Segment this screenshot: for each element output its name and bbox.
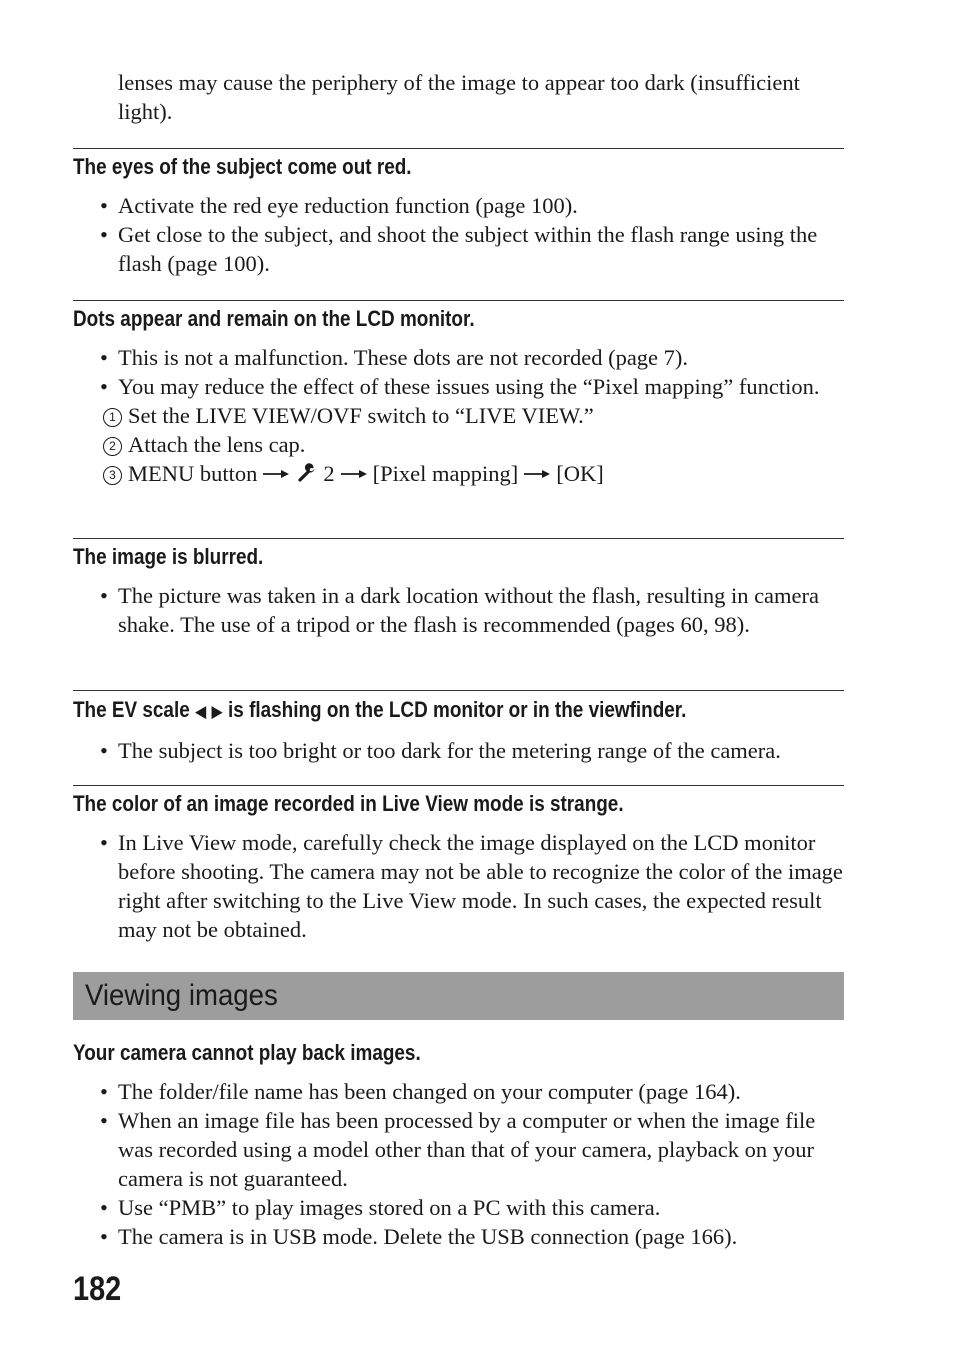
- banner-title: Viewing images: [85, 979, 278, 1012]
- step-number: 3: [103, 466, 122, 485]
- list-item: • The subject is too bright or too dark for the metering range of the camera.: [73, 736, 844, 765]
- list-item: • You may reduce the effect of these issues using the “Pixel mapping” function.: [73, 372, 844, 401]
- section-heading: [73, 696, 736, 726]
- triangle-left-icon: ◀: [195, 702, 207, 722]
- list-item: • The picture was taken in a dark location without the flash, resulting in camera shake. The use of a tripod or the flash is recommended (pages 60, 98).: [73, 581, 844, 639]
- step-item: [103, 401, 844, 430]
- section-heading: The image is blurred.: [73, 544, 264, 569]
- step-text: [OK]: [556, 461, 604, 486]
- step-text: [Pixel mapping]: [372, 461, 519, 486]
- step-number: 2: [103, 437, 122, 456]
- arrow-right-icon: [261, 468, 291, 480]
- step-list: [103, 401, 844, 488]
- section-heading: The eyes of the subject come out red.: [73, 154, 412, 179]
- bullet-list: [73, 191, 844, 278]
- heading-text: is flashing on the LCD monitor or in the viewfinder.: [228, 697, 687, 722]
- step-text: Set the LIVE VIEW/OVF switch to “LIVE VIEW.”: [128, 403, 594, 428]
- bullet-list: [73, 828, 844, 944]
- arrow-right-icon: [522, 468, 552, 480]
- section-banner: [73, 972, 844, 1020]
- step-text: Attach the lens cap.: [128, 432, 306, 457]
- list-item: • Use “PMB” to play images stored on a PC with this camera.: [73, 1193, 844, 1222]
- step-number: 1: [103, 408, 122, 427]
- heading-text: The EV scale: [73, 697, 190, 722]
- section-ev-scale: [73, 690, 844, 765]
- section-heading: Your camera cannot play back images.: [73, 1040, 421, 1065]
- section-heading: The color of an image recorded in Live View mode is strange.: [73, 791, 624, 816]
- section-red-eye: [73, 148, 844, 278]
- list-item: • This is not a malfunction. These dots are not recorded (page 7).: [73, 343, 844, 372]
- step-text: MENU button: [128, 461, 258, 486]
- list-item: • In Live View mode, carefully check the image displayed on the LCD monitor before shooting. The camera may not be able to recognize the color of the image right after switching to the Live View mode. In such cases, the expected result may not be obtained.: [73, 828, 844, 944]
- section-blurred: [73, 538, 844, 639]
- section-playback: [73, 1039, 844, 1251]
- bullet-list: [73, 581, 844, 639]
- section-heading: Dots appear and remain on the LCD monitor.: [73, 306, 475, 331]
- list-item: • When an image file has been processed by a computer or when the image file was recorded using a model other than that of your camera, playback on your camera is not guaranteed.: [73, 1106, 844, 1193]
- section-dots: [73, 300, 844, 488]
- arrow-right-icon: [339, 468, 369, 480]
- bullet-list: [73, 1077, 844, 1251]
- list-item: • Get close to the subject, and shoot the subject within the flash range using the flash (page 100).: [73, 220, 844, 278]
- page-number: 182: [73, 1270, 122, 1308]
- list-item: • Activate the red eye reduction function (page 100).: [73, 191, 844, 220]
- continued-paragraph: lenses may cause the periphery of the image to appear too dark (insufficient light).: [118, 70, 800, 124]
- list-item: • The camera is in USB mode. Delete the USB connection (page 166).: [73, 1222, 844, 1251]
- section-live-view-color: [73, 785, 844, 944]
- wrench-icon: [297, 463, 317, 483]
- bullet-list: [73, 343, 844, 401]
- step-item: [103, 430, 844, 459]
- step-text: 2: [323, 461, 335, 486]
- step-item: [103, 459, 844, 488]
- bullet-list: [73, 736, 844, 765]
- triangle-right-icon: ▶: [211, 702, 223, 722]
- list-item: • The folder/file name has been changed on your computer (page 164).: [73, 1077, 844, 1106]
